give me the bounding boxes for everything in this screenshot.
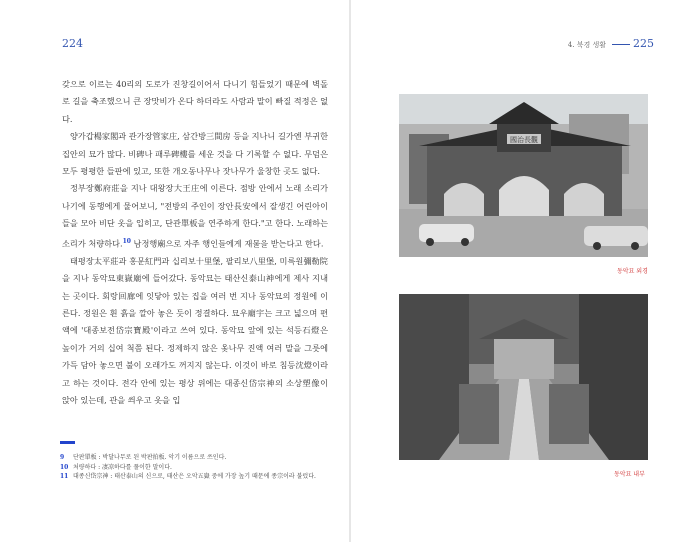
running-head: [568, 37, 654, 50]
footnote-10: [60, 463, 330, 473]
footnote-number: 9: [60, 454, 65, 461]
paragraph-4: 태평장太平莊과 홍문紅門과 십리보十里堡, 팔리보八里堡, 미륵원彌勒院을 지나 동악묘東嶽廟에 들어갔다. 동악묘는 태산신泰山神에게 제사 지내는 곳이다. 회랑回廊에 잇닿아 있는 집을 여러 번 지나 동악묘의 정원에 이른다. 정원은 흰 흙을 깔아 놓은 듯이 정결하다. 묘우廟宇는 크고 넓으며 편액에 '대종보전岱宗寶殿'이라고 쓰여 있다. 동악묘 앞에 있는 석등石燈은 높이가 거의 십여 척쯤 된다. 정제하지 않은 옻나무 진액 여러 말을 그릇에 가득 담아 놓으면 불이 오래가도 꺼지지 않는다. 이것이 바로 침등沈燈이라고 하는 것이다. 전각 안에 있는 평상 위에는 대종신岱宗神의 소상塑像이 앉아 있는데, 관을 씌우고 옷을 입: [62, 255, 328, 406]
header-rule: [612, 44, 630, 45]
temple-gate-illustration: [399, 94, 648, 257]
right-page-number: 225: [633, 37, 654, 50]
temple-interior-illustration: [399, 294, 648, 460]
footnote-number: 11: [60, 473, 69, 481]
footnote-number: 10: [60, 463, 69, 471]
footnote-11: [60, 472, 330, 482]
paragraph-2: 양가갑楊家閣과 관가장管家庄, 삼간방三間房 등을 지나니 길가엔 부귀한 집안의 묘가 많다. 비碑나 패루碑樓를 세운 것을 다 기록할 수 없다. 무덤은 모두 평평한 들판에 있고, 또한 개오동나무나 잣나무가 울창한 곳도 없다.: [62, 131, 328, 177]
footnote-rule: [60, 441, 75, 444]
photo-caption-exterior: 동악묘 외경: [617, 268, 648, 275]
paragraph-3-text: 정부장鄭府莊을 지나 대왕장大王庄에 이른다. 점방 안에서 노래 소리가 나기에 동행에게 물어보니, "전방의 주인이 장안長安에서 잘생긴 어린아이들을 모아 비단 옷을 입히고, 단관單板을 연주하게 한다."고 한다. 노래하는 소리가 처량하다.: [62, 183, 328, 249]
footnote-text: 대종신岱宗神 : 태산泰山의 신으로, 태산은 오악五嶽 중에 가장 높기 때문에 종宗이라 불렀다.: [73, 473, 316, 481]
paragraph-3-tail: 남정행廟으로 자주 행인들에게 재물을 받는다고 한다.: [130, 238, 324, 249]
photo-caption-interior: 동악묘 내부: [614, 471, 645, 478]
footnote-ref-10[interactable]: 10: [122, 237, 131, 245]
paragraph-1: 갖으로 이르는 40리의 도로가 진창길이어서 다니기 힘들었기 때문에 벽돌로 길을 축조했으니 큰 장맛비가 온다 하더라도 사람과 말이 빠질 적정은 없다.: [62, 79, 328, 124]
page-gutter: [349, 0, 351, 542]
left-page-number: 224: [62, 37, 83, 50]
body-text: [62, 76, 328, 409]
photo-temple-gate: [399, 94, 648, 257]
footnote-text: 단판單板 : 박달나무로 된 박판拍板. 악기 이름으로 쓰인다.: [73, 454, 227, 461]
footnote-text: 처량하다 : 凄凉하다를 풀이한 말이다.: [73, 463, 172, 471]
footnotes: [60, 453, 330, 482]
footnote-9: [60, 453, 330, 463]
chapter-title: 4. 북경 생활: [567, 41, 606, 49]
photo-temple-interior: [399, 294, 648, 460]
gate-plaque-text: 國治長觀: [510, 136, 538, 144]
paragraph-3: [62, 180, 328, 252]
